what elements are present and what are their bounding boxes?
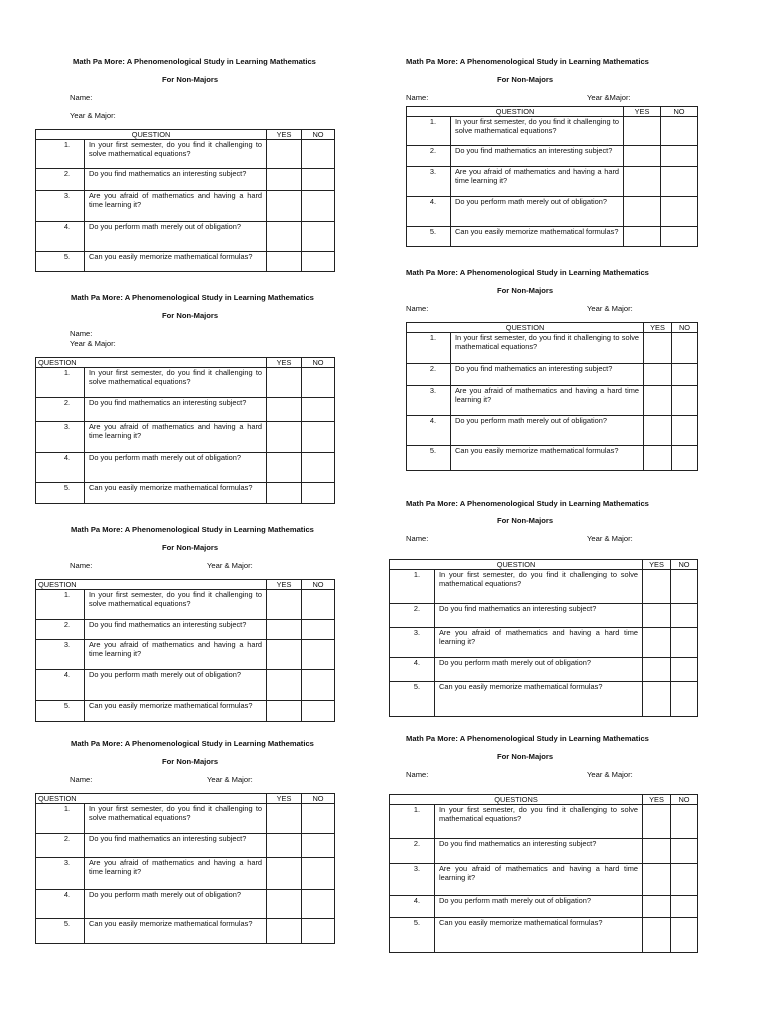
yes-answer-cell[interactable]: [624, 227, 661, 247]
name-label: Name:: [70, 775, 93, 784]
form-subtitle: For Non-Majors: [497, 752, 554, 761]
question-text: Can you easily memorize mathematical formulas?: [85, 252, 267, 272]
question-text: In your first semester, do you find it challenging to solve mathematical equations?: [435, 570, 643, 604]
question-text: Can you easily memorize mathematical formulas?: [85, 919, 267, 944]
question-table: [35, 579, 335, 722]
year-major-label: Year & Major:: [587, 304, 633, 313]
form-title: Math Pa More: A Phenomenological Study in Learning Mathematics: [71, 525, 314, 534]
question-text: Are you afraid of mathematics and having a hard time learning it?: [85, 640, 267, 670]
no-header: NO: [302, 580, 335, 590]
no-answer-cell[interactable]: [671, 570, 698, 604]
no-answer-cell[interactable]: [302, 252, 335, 272]
year-major-label: Year & Major:: [587, 534, 633, 543]
yes-header: YES: [643, 560, 671, 570]
yes-answer-cell[interactable]: [644, 416, 672, 446]
no-answer-cell[interactable]: [671, 658, 698, 682]
yes-answer-cell[interactable]: [643, 682, 671, 717]
question-table: [406, 322, 698, 471]
no-header: NO: [302, 358, 335, 368]
form-title: Math Pa More: A Phenomenological Study in Learning Mathematics: [406, 268, 649, 277]
question-text: Can you easily memorize mathematical formulas?: [435, 682, 643, 717]
name-label: Name:: [70, 561, 93, 570]
question-table: [389, 559, 698, 717]
question-number: 5.: [390, 918, 435, 953]
no-answer-cell[interactable]: [302, 169, 335, 191]
year-major-label: Year & Major:: [70, 111, 116, 120]
yes-answer-cell[interactable]: [267, 590, 302, 620]
question-number: 4.: [407, 197, 451, 227]
form-subtitle: For Non-Majors: [162, 543, 219, 552]
yes-answer-cell[interactable]: [267, 191, 302, 222]
no-answer-cell[interactable]: [302, 701, 335, 722]
no-answer-cell[interactable]: [671, 896, 698, 918]
yes-answer-cell[interactable]: [267, 858, 302, 890]
question-number: 1.: [36, 804, 85, 834]
form-title: Math Pa More: A Phenomenological Study in Learning Mathematics: [406, 57, 649, 66]
question-number: 2.: [407, 146, 451, 167]
no-header: NO: [671, 560, 698, 570]
question-number: 1.: [407, 333, 451, 364]
no-answer-cell[interactable]: [672, 333, 698, 364]
no-header: NO: [302, 794, 335, 804]
form-title: Math Pa More: A Phenomenological Study in Learning Mathematics: [406, 499, 649, 508]
yes-answer-cell[interactable]: [267, 252, 302, 272]
question-number: 3.: [390, 864, 435, 896]
question-text: Can you easily memorize mathematical formulas?: [435, 918, 643, 953]
no-answer-cell[interactable]: [302, 620, 335, 640]
form-title: Math Pa More: A Phenomenological Study in Learning Mathematics: [73, 57, 316, 66]
no-answer-cell[interactable]: [302, 640, 335, 670]
no-header: NO: [661, 107, 698, 117]
question-number: 4.: [36, 453, 85, 483]
no-answer-cell[interactable]: [671, 839, 698, 864]
yes-answer-cell[interactable]: [267, 169, 302, 191]
no-answer-cell[interactable]: [302, 368, 335, 398]
question-number: 2.: [36, 169, 85, 191]
name-label: Name:: [406, 770, 429, 779]
yes-header: YES: [267, 130, 302, 140]
no-answer-cell[interactable]: [302, 453, 335, 483]
question-text: In your first semester, do you find it challenging to solve mathematical equations?: [435, 805, 643, 839]
question-number: 3.: [390, 628, 435, 658]
yes-answer-cell[interactable]: [267, 368, 302, 398]
question-header: QUESTION: [407, 323, 644, 333]
yes-answer-cell[interactable]: [267, 701, 302, 722]
question-text: Do you perform math merely out of obligation?: [435, 896, 643, 918]
yes-answer-cell[interactable]: [643, 864, 671, 896]
no-answer-cell[interactable]: [671, 628, 698, 658]
question-text: Can you easily memorize mathematical formulas?: [451, 227, 624, 247]
question-text: Can you easily memorize mathematical formulas?: [85, 701, 267, 722]
question-number: 5.: [36, 919, 85, 944]
question-text: Are you afraid of mathematics and having a hard time learning it?: [85, 422, 267, 453]
question-number: 5.: [407, 446, 451, 471]
question-number: 3.: [36, 858, 85, 890]
no-answer-cell[interactable]: [671, 682, 698, 717]
no-answer-cell[interactable]: [672, 364, 698, 386]
yes-header: YES: [267, 358, 302, 368]
question-text: Are you afraid of mathematics and having a hard time learning it?: [451, 167, 624, 197]
yes-answer-cell[interactable]: [624, 197, 661, 227]
question-number: 2.: [390, 839, 435, 864]
form-title: Math Pa More: A Phenomenological Study in Learning Mathematics: [406, 734, 649, 743]
yes-answer-cell[interactable]: [267, 670, 302, 701]
yes-answer-cell[interactable]: [644, 386, 672, 416]
yes-header: YES: [267, 794, 302, 804]
question-header: QUESTION: [407, 107, 624, 117]
question-header: QUESTION: [36, 580, 267, 590]
yes-answer-cell[interactable]: [644, 364, 672, 386]
yes-header: YES: [644, 323, 672, 333]
question-text: Do you find mathematics an interesting subject?: [435, 839, 643, 864]
yes-answer-cell[interactable]: [643, 839, 671, 864]
question-number: 5.: [407, 227, 451, 247]
question-text: In your first semester, do you find it challenging to solve mathematical equations?: [451, 117, 624, 146]
question-number: 2.: [390, 604, 435, 628]
question-text: Do you perform math merely out of obligation?: [451, 416, 644, 446]
question-text: In your first semester, do you find it challenging to solve mathematical equations?: [85, 368, 267, 398]
form-title: Math Pa More: A Phenomenological Study in Learning Mathematics: [71, 293, 314, 302]
question-number: 1.: [36, 590, 85, 620]
question-number: 4.: [36, 670, 85, 701]
yes-answer-cell[interactable]: [267, 919, 302, 944]
question-text: In your first semester, do you find it challenging to solve mathematical equations?: [451, 333, 644, 364]
question-text: Do you find mathematics an interesting subject?: [85, 620, 267, 640]
name-label: Name:: [406, 93, 429, 102]
question-text: In your first semester, do you find it challenging to solve mathematical equations?: [85, 590, 267, 620]
no-header: NO: [671, 795, 698, 805]
form-subtitle: For Non-Majors: [497, 75, 554, 84]
yes-answer-cell[interactable]: [624, 117, 661, 146]
yes-answer-cell[interactable]: [643, 628, 671, 658]
yes-header: YES: [624, 107, 661, 117]
yes-answer-cell[interactable]: [267, 834, 302, 858]
no-answer-cell[interactable]: [661, 117, 698, 146]
question-table: [35, 129, 335, 272]
question-number: 1.: [407, 117, 451, 146]
yes-answer-cell[interactable]: [643, 658, 671, 682]
question-text: In your first semester, do you find it challenging to solve mathematical equations?: [85, 140, 267, 169]
question-text: Do you perform math merely out of obligation?: [85, 670, 267, 701]
year-major-label: Year & Major:: [587, 770, 633, 779]
question-text: In your first semester, do you find it challenging to solve mathematical equations?: [85, 804, 267, 834]
yes-answer-cell[interactable]: [267, 222, 302, 252]
form-subtitle: For Non-Majors: [162, 311, 219, 320]
question-text: Do you perform math merely out of obligation?: [451, 197, 624, 227]
year-major-label: Year & Major:: [70, 339, 116, 348]
no-header: NO: [672, 323, 698, 333]
question-table: [406, 106, 698, 247]
question-number: 2.: [36, 834, 85, 858]
no-answer-cell[interactable]: [302, 804, 335, 834]
question-header: QUESTIONS: [390, 795, 643, 805]
yes-answer-cell[interactable]: [643, 918, 671, 953]
question-number: 3.: [407, 167, 451, 197]
question-number: 4.: [36, 222, 85, 252]
question-number: 3.: [36, 191, 85, 222]
question-text: Can you easily memorize mathematical formulas?: [85, 483, 267, 504]
yes-answer-cell[interactable]: [267, 398, 302, 422]
question-number: 2.: [36, 620, 85, 640]
question-number: 4.: [390, 658, 435, 682]
yes-answer-cell[interactable]: [624, 167, 661, 197]
form-title: Math Pa More: A Phenomenological Study in Learning Mathematics: [71, 739, 314, 748]
question-text: Are you afraid of mathematics and having a hard time learning it?: [435, 864, 643, 896]
year-major-label: Year & Major:: [207, 561, 253, 570]
yes-answer-cell[interactable]: [267, 483, 302, 504]
no-answer-cell[interactable]: [661, 197, 698, 227]
form-subtitle: For Non-Majors: [497, 286, 554, 295]
question-text: Are you afraid of mathematics and having a hard time learning it?: [451, 386, 644, 416]
question-header: QUESTION: [36, 130, 267, 140]
question-number: 5.: [390, 682, 435, 717]
no-answer-cell[interactable]: [672, 416, 698, 446]
no-answer-cell[interactable]: [302, 422, 335, 453]
question-text: Do you perform math merely out of obligation?: [85, 453, 267, 483]
form-subtitle: For Non-Majors: [497, 516, 554, 525]
question-number: 5.: [36, 483, 85, 504]
yes-header: YES: [643, 795, 671, 805]
name-label: Name:: [70, 329, 93, 338]
no-answer-cell[interactable]: [671, 864, 698, 896]
question-text: Do you find mathematics an interesting subject?: [451, 364, 644, 386]
yes-answer-cell[interactable]: [643, 896, 671, 918]
question-number: 4.: [36, 890, 85, 919]
no-answer-cell[interactable]: [302, 890, 335, 919]
question-number: 3.: [407, 386, 451, 416]
yes-answer-cell[interactable]: [267, 620, 302, 640]
no-answer-cell[interactable]: [302, 834, 335, 858]
question-text: Do you find mathematics an interesting subject?: [451, 146, 624, 167]
question-header: QUESTION: [390, 560, 643, 570]
question-text: Do you find mathematics an interesting subject?: [85, 834, 267, 858]
no-answer-cell[interactable]: [672, 446, 698, 471]
question-number: 5.: [36, 252, 85, 272]
question-number: 2.: [407, 364, 451, 386]
question-number: 1.: [390, 805, 435, 839]
yes-answer-cell[interactable]: [644, 333, 672, 364]
no-answer-cell[interactable]: [302, 483, 335, 504]
form-subtitle: For Non-Majors: [162, 75, 219, 84]
question-text: Can you easily memorize mathematical formulas?: [451, 446, 644, 471]
year-major-label: Year &Major:: [587, 93, 631, 102]
question-number: 1.: [36, 368, 85, 398]
yes-answer-cell[interactable]: [267, 804, 302, 834]
no-answer-cell[interactable]: [302, 590, 335, 620]
no-answer-cell[interactable]: [671, 918, 698, 953]
no-answer-cell[interactable]: [661, 146, 698, 167]
yes-answer-cell[interactable]: [643, 805, 671, 839]
question-number: 5.: [36, 701, 85, 722]
no-answer-cell[interactable]: [302, 191, 335, 222]
yes-answer-cell[interactable]: [267, 422, 302, 453]
question-text: Are you afraid of mathematics and having a hard time learning it?: [85, 858, 267, 890]
question-number: 4.: [407, 416, 451, 446]
no-answer-cell[interactable]: [671, 805, 698, 839]
name-label: Name:: [406, 534, 429, 543]
no-answer-cell[interactable]: [671, 604, 698, 628]
question-number: 2.: [36, 398, 85, 422]
no-answer-cell[interactable]: [302, 222, 335, 252]
question-table: [389, 794, 698, 953]
yes-header: YES: [267, 580, 302, 590]
question-number: 4.: [390, 896, 435, 918]
question-header: QUESTION: [36, 358, 267, 368]
question-header: QUESTION: [36, 794, 267, 804]
question-number: 3.: [36, 640, 85, 670]
yes-answer-cell[interactable]: [644, 446, 672, 471]
question-text: Do you perform math merely out of obligation?: [85, 890, 267, 919]
form-subtitle: For Non-Majors: [162, 757, 219, 766]
no-answer-cell[interactable]: [302, 858, 335, 890]
question-text: Do you find mathematics an interesting subject?: [435, 604, 643, 628]
question-text: Are you afraid of mathematics and having a hard time learning it?: [85, 191, 267, 222]
question-text: Are you afraid of mathematics and having a hard time learning it?: [435, 628, 643, 658]
no-answer-cell[interactable]: [302, 140, 335, 169]
no-answer-cell[interactable]: [661, 167, 698, 197]
no-answer-cell[interactable]: [302, 398, 335, 422]
yes-answer-cell[interactable]: [267, 453, 302, 483]
no-answer-cell[interactable]: [302, 670, 335, 701]
question-text: Do you find mathematics an interesting subject?: [85, 169, 267, 191]
name-label: Name:: [70, 93, 93, 102]
question-text: Do you perform math merely out of obligation?: [85, 222, 267, 252]
yes-answer-cell[interactable]: [267, 140, 302, 169]
question-table: [35, 793, 335, 944]
yes-answer-cell[interactable]: [643, 604, 671, 628]
question-text: Do you find mathematics an interesting subject?: [85, 398, 267, 422]
question-table: [35, 357, 335, 504]
no-header: NO: [302, 130, 335, 140]
yes-answer-cell[interactable]: [267, 640, 302, 670]
question-text: Do you perform math merely out of obligation?: [435, 658, 643, 682]
yes-answer-cell[interactable]: [643, 570, 671, 604]
question-number: 1.: [36, 140, 85, 169]
question-number: 1.: [390, 570, 435, 604]
yes-answer-cell[interactable]: [624, 146, 661, 167]
yes-answer-cell[interactable]: [267, 890, 302, 919]
no-answer-cell[interactable]: [661, 227, 698, 247]
year-major-label: Year & Major:: [207, 775, 253, 784]
no-answer-cell[interactable]: [302, 919, 335, 944]
name-label: Name:: [406, 304, 429, 313]
question-number: 3.: [36, 422, 85, 453]
no-answer-cell[interactable]: [672, 386, 698, 416]
